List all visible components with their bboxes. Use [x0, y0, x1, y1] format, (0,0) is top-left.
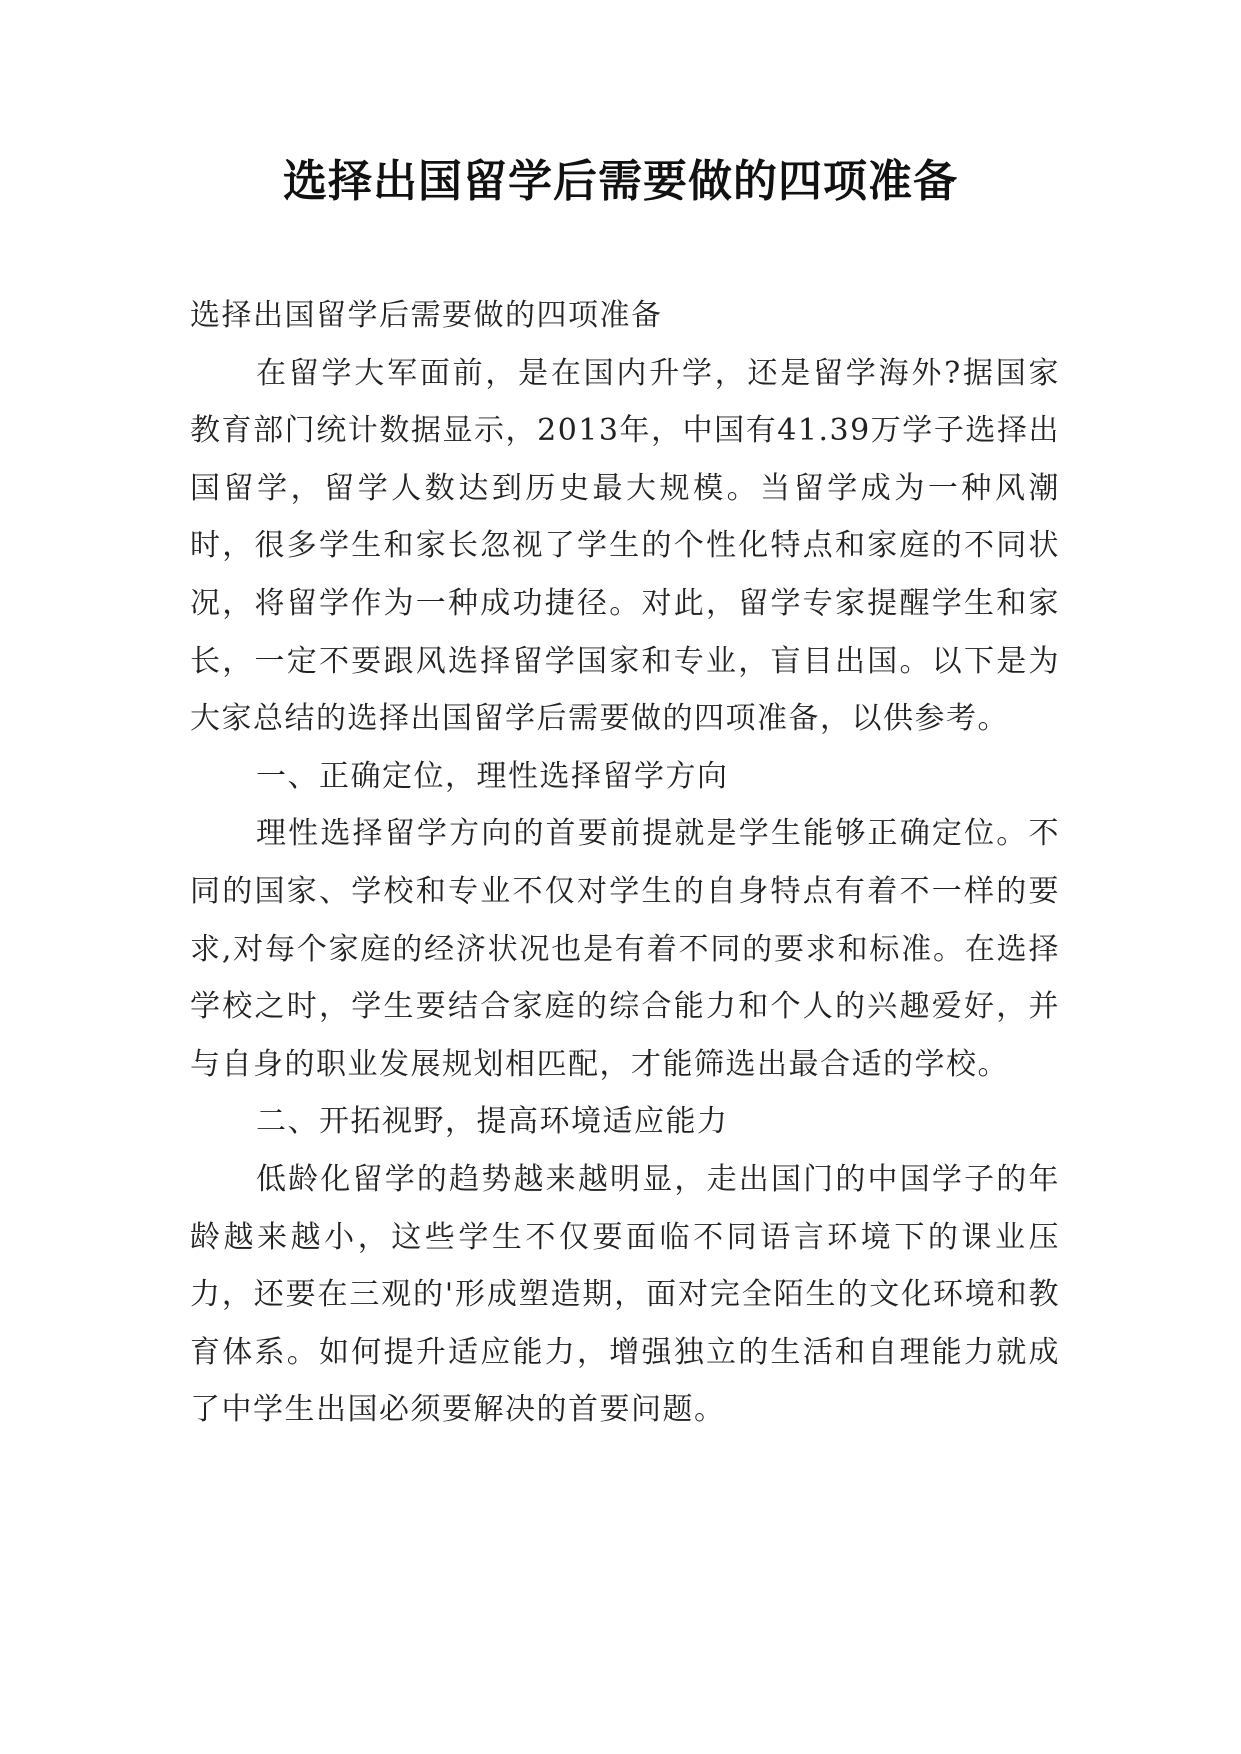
intro-paragraph: 在留学大军面前，是在国内升学，还是留学海外?据国家教育部门统计数据显示，2013年，中国有41.39万学子选择出国留学，留学人数达到历史最大规模。当留学成为一种风潮时，很多学生和家长忽视了学生的个性化特点和家庭的不同状况，将留学作为一种成功捷径。对此，留学专家提醒学生和家长，一定不要跟风选择留学国家和专业，盲目出国。以下是为大家总结的选择出国留学后需要做的四项准备，以供参考。: [190, 355, 1060, 737]
section-2-paragraph: 低龄化留学的趋势越来越明显，走出国门的中国学子的年龄越来越小，这些学生不仅要面临不同语言环境下的课业压力，还要在三观的'形成塑造期，面对完全陌生的文化环境和教育体系。如何提升适应能力，增强独立的生活和自理能力就成了中学生出国必须要解决的首要问题。: [190, 1161, 1060, 1428]
subtitle-paragraph: 选择出国留学后需要做的四项准备: [190, 298, 663, 333]
document-body: [190, 287, 1060, 1439]
section-heading-1: 一、正确定位，理性选择留学方向: [256, 758, 729, 794]
document-title: 选择出国留学后需要做的四项准备: [283, 156, 958, 207]
section-heading-2: 二、开拓视野，提高环境适应能力: [256, 1104, 729, 1140]
section-1-paragraph: 理性选择留学方向的首要前提就是学生能够正确定位。不同的国家、学校和专业不仅对学生的自身特点有着不一样的要求,对每个家庭的经济状况也是有着不同的要求和标准。在选择学校之时，学生要结合家庭的综合能力和个人的兴趣爱好，并与自身的职业发展规划相匹配，才能筛选出最合适的学校。: [190, 816, 1060, 1082]
